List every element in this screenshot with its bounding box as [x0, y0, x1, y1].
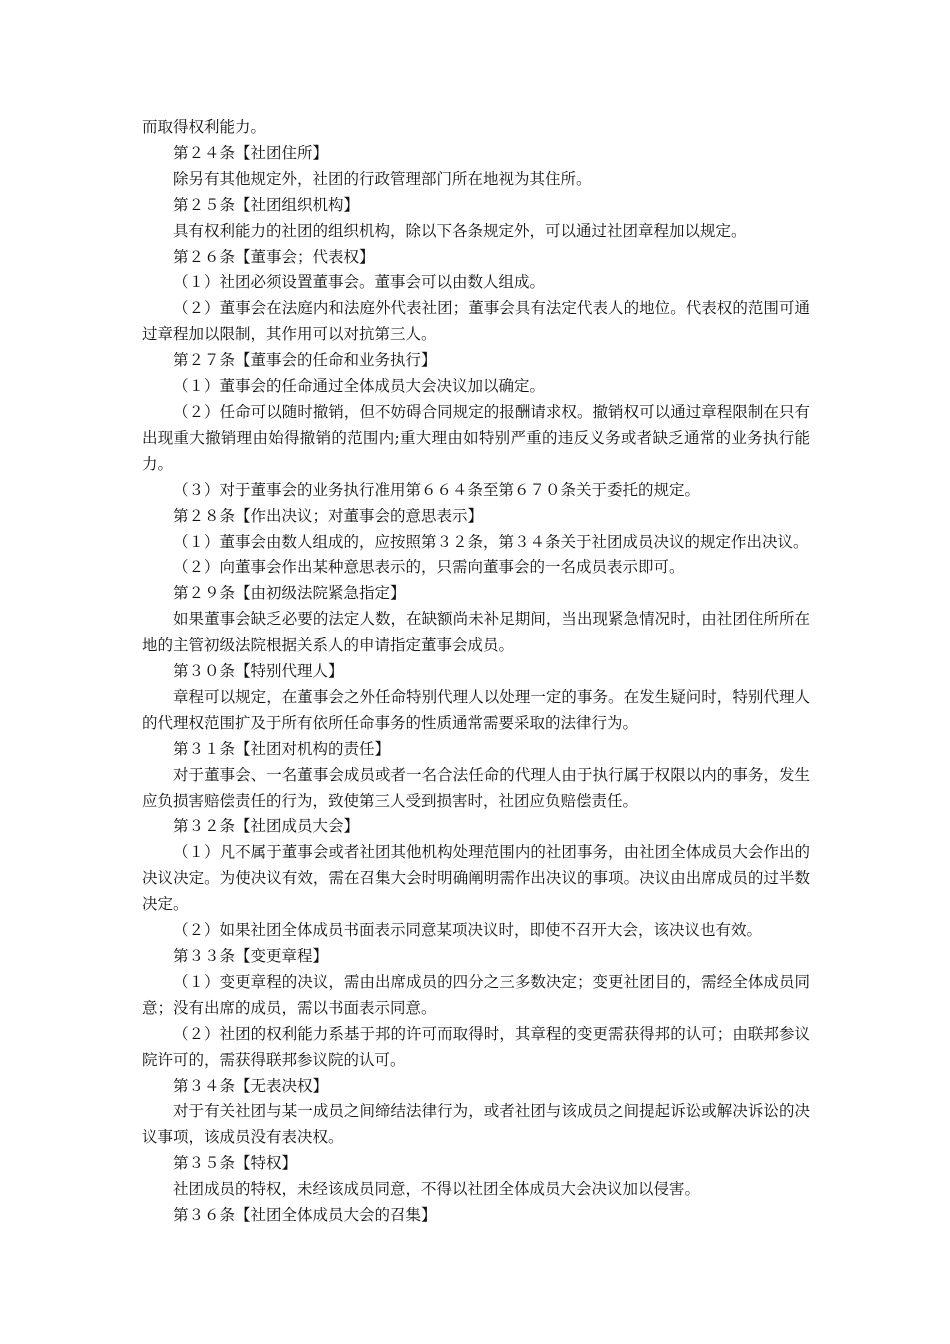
paragraph: 对于有关社团与某一成员之间缔结法律行为，或者社团与该成员之间提起诉讼或解决诉讼的决议事项，该成员没有表决权。 [142, 1102, 810, 1147]
paragraph: （２）如果社团全体成员书面表示同意某项决议时，即使不召开大会，该决议也有效。 [173, 921, 763, 940]
paragraph: （１）变更章程的决议，需由出席成员的四分之三多数决定；变更社团目的，需经全体成员同意；没有出席的成员，需以书面表示同意。 [142, 972, 810, 1017]
article-heading: 第３０条【特别代理人】 [173, 662, 344, 681]
article-heading: 第３１条【社团对机构的责任】 [173, 739, 391, 758]
article-heading: 第２９条【由初级法院紧急指定】 [173, 584, 406, 603]
article-heading: 第３５条【特权】 [173, 1154, 298, 1173]
paragraph: （１）董事会由数人组成的，应按照第３２条，第３４条关于社团成员决议的规定作出决议。 [173, 532, 809, 551]
article-heading: 第３３条【变更章程】 [173, 947, 329, 965]
paragraph: （１）董事会的任命通过全体成员大会决议加以确定。 [173, 377, 546, 396]
article-heading: 第２６条【董事会；代表权】 [173, 247, 375, 266]
document-body [142, 115, 810, 1229]
paragraph: 除另有其他规定外，社团的行政管理部门所在地视为其住所。 [173, 169, 592, 188]
article-heading: 第３４条【无表决权】 [173, 1076, 329, 1095]
paragraph: （１）凡不属于董事会或者社团其他机构处理范围内的社团事务，由社团全体成员大会作出的决议决定。为使决议有效，需在召集大会时明确阐明需作出决议的事项。决议由出席成员的过半数决定。 [142, 843, 810, 914]
paragraph: （２）董事会在法庭内和法庭外代表社团；董事会具有法定代表人的地位。代表权的范围可通过章程加以限制，其作用可以对抗第三人。 [142, 299, 810, 344]
article-heading: 第２５条【社团组织机构】 [173, 195, 360, 214]
paragraph: （２）社团的权利能力系基于邦的许可而取得时，其章程的变更需获得邦的认可；由联邦参议院许可的，需获得联邦参议院的认可。 [142, 1024, 810, 1069]
article-heading: 第２８条【作出决议；对董事会的意思表示】 [173, 506, 484, 525]
paragraph: 具有权利能力的社团的组织机构，除以下各条规定外，可以通过社团章程加以规定。 [173, 221, 747, 240]
paragraph: 社团成员的特权，未经该成员同意，不得以社团全体成员大会决议加以侵害。 [173, 1180, 701, 1199]
paragraph: （２）任命可以随时撤销，但不妨碍合同规定的报酬请求权。撤销权可以通过章程限制在只有出现重大撤销理由始得撤销的范围内;重大理由如特别严重的违反义务或者缺乏通常的业务执行能力。 [142, 402, 810, 473]
paragraph: 章程可以规定，在董事会之外任命特别代理人以处理一定的事务。在发生疑问时，特别代理人的代理权范围扩及于所有依所任命事务的性质通常需要采取的法律行为。 [142, 687, 810, 732]
article-heading: 第２４条【社团住所】 [173, 143, 329, 162]
article-heading: 第３６条【社团全体成员大会的召集】 [173, 1206, 437, 1225]
paragraph: 而取得权利能力。 [142, 118, 267, 136]
paragraph: （３）对于董事会的业务执行准用第６６４条至第６７０条关于委托的规定。 [173, 480, 701, 499]
paragraph: 如果董事会缺乏必要的法定人数，在缺额尚未补足期间，当出现紧急情况时，由社团住所所在地的主管初级法院根据关系人的申请指定董事会成员。 [142, 610, 810, 655]
paragraph: （２）向董事会作出某种意思表示的，只需向董事会的一名成员表示即可。 [173, 558, 685, 577]
paragraph: 对于董事会、一名董事会成员或者一名合法任命的代理人由于执行属于权限以内的事务，发生应负损害赔偿责任的行为，致使第三人受到损害时，社团应负赔偿责任。 [142, 765, 810, 810]
article-heading: 第２７条【董事会的任命和业务执行】 [173, 351, 437, 370]
paragraph: （１）社团必须设置董事会。董事会可以由数人组成。 [173, 273, 546, 292]
article-heading: 第３２条【社团成员大会】 [173, 817, 360, 836]
